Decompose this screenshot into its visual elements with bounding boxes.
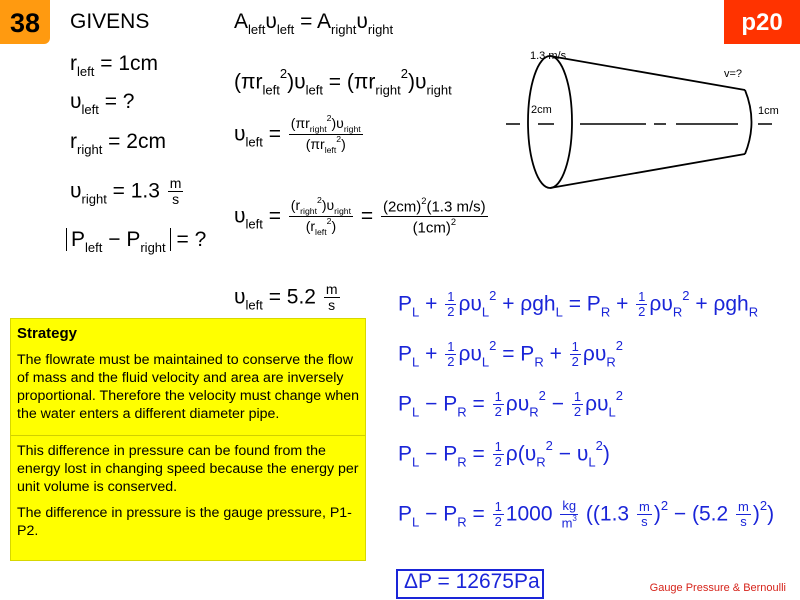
final-answer: ΔP = 12675Pa: [404, 570, 540, 593]
given-r-left: $r_{left} = 1cm$: [70, 52, 158, 79]
given-v-left-value: = ?: [104, 90, 135, 113]
given-pressure-diff: $P_{left} - P_{right}$ = ?: [66, 228, 206, 255]
v-right-unit-num: m: [169, 175, 182, 191]
pressure-difference-step2: $P_L - P_R$ = $\frac{1}{2}$ $\rho(\upsilon_R^2 - \upsilon_L^2)$: [398, 438, 610, 470]
given-r-left-value: = 1cm: [100, 52, 158, 75]
given-pressure-diff-value: = ?: [176, 228, 207, 251]
bernoulli-level-pipe: $P_L$ + $\frac{1}{2}$ $\rho\upsilon_L^2 = P_R$ + $\frac{1}{2}$ $\rho\upsilon_R^2$: [398, 338, 623, 370]
rho-value: 1000: [505, 502, 553, 526]
speed-left-label: 1.3 m/s: [530, 50, 567, 62]
pipe-bottom-edge: [550, 154, 745, 188]
page-tag-badge: p20: [724, 0, 800, 44]
v-left-substituted: 5.2: [699, 502, 729, 526]
continuity-area-substitution: $(\pi r_{left}^2)\upsilon_{left} = (\pi r_{right}^2)\upsilon_{right}$: [234, 66, 452, 98]
strategy-paragraph-1: The flowrate must be maintained to conserve the flow of mass and the fluid velocity and area are inversely proportional. Therefore the velocity must change when the water enters a different diameter pipe.: [17, 352, 360, 422]
speed-right-label: v=?: [724, 68, 743, 80]
givens-title: GIVENS: [70, 10, 150, 33]
radius-right-label: 1cm: [758, 105, 779, 117]
given-v-right-value: = 1.3: [112, 179, 160, 203]
slide-number-badge: 38: [0, 0, 50, 44]
continuity-simplified-v-left: $\upsilon_{left}$ = $\frac{(r_{right}^2)\upsilon_{right}}{(r_{left}^2)}$ = $\frac{(2cm)^2(1.3 m/s)}{(1cm)^2}$: [234, 195, 486, 238]
continuity-equation: $A_{left}\upsilon_{left} = A_{right}\upsilon_{right}$: [234, 10, 394, 37]
pressure-difference-step1: $P_L - P_R$ = $\frac{1}{2}$ $\rho\upsilon_R^2$ − $\frac{1}{2}$ $\rho\upsilon_L^2$: [398, 388, 623, 420]
radius-left-label: 2cm: [531, 104, 552, 116]
pipe-right-opening: [745, 90, 752, 154]
given-v-right: $\upsilon_{right} = 1.3$ $\frac{m}{s}$: [70, 175, 182, 208]
footer-topic: Gauge Pressure & Bernoulli: [649, 582, 786, 594]
given-v-left: $\upsilon_{left}$ = ?: [70, 90, 135, 117]
v-left-result-value: 5.2: [286, 285, 316, 309]
v-right-substituted: 1.3: [599, 502, 630, 526]
given-r-right: $r_{right} = 2cm$: [70, 130, 166, 157]
v-right-unit-den: s: [172, 191, 180, 208]
pipe-left-opening: [528, 56, 572, 188]
strategy-paragraph-2: This difference in pressure can be found from the energy lost in changing speed because the energy per unit volume is conserved.: [17, 443, 359, 495]
pipe-diagram: [500, 40, 800, 230]
strategy-box: [10, 318, 366, 561]
strategy-heading: Strategy: [17, 325, 78, 342]
strategy-paragraph-3: The difference in pressure is the gauge pressure, P1-P2.: [17, 505, 352, 539]
v-left-result: $\upsilon_{left} = 5.2$ $\frac{m}{s}$: [234, 281, 338, 314]
bernoulli-equation: $P_L$ + $\frac{1}{2}$ $\rho\upsilon_L^2 + \rho gh_L = P_R$ + $\frac{1}{2}$ $\rho\upsilon_R^2 + \rho gh_R$: [398, 288, 759, 320]
pipe-top-edge: [550, 56, 745, 90]
continuity-solved-v-left: $\upsilon_{left}$ = $\frac{(\pi r_{right}^2)\upsilon_{right}}{(\pi r_{left}^2)}$: [234, 113, 361, 156]
given-r-right-value: = 2cm: [108, 130, 166, 153]
pressure-difference-substitution: $P_L - P_R$ = $\frac{1}{2}$ 1000 $\frac{kg}{m^3}$ ((1.3 $\frac{m}{s}$ )$^2$ − (5.2 $\frac{m}{s}$ )$^2$): [398, 498, 775, 531]
